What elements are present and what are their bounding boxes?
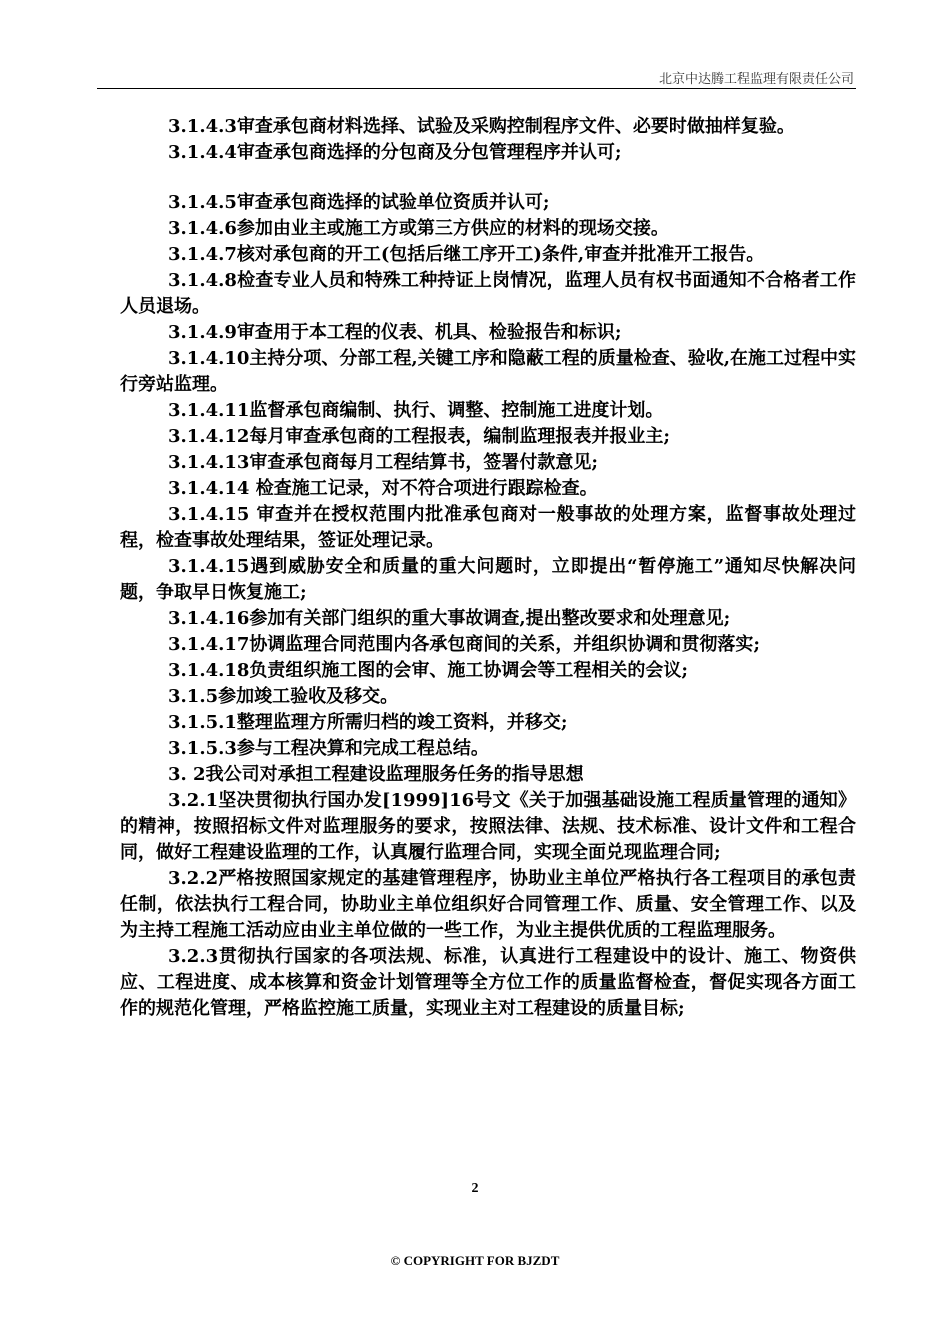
paragraph: 3.1.5.3参与工程决算和完成工程总结。 — [168, 738, 489, 759]
paragraph: 3.2.3贯彻执行国家的各项法规、标准，认真进行工程建设中的设计、施工、物资供应、工程进度、成本核算和资金计划管理等全方位工作的质量监督检查，督促实现各方面工作的规范化管理，严格监控施工质量，实现业主对工程建设的质量目标; — [120, 946, 856, 1019]
document-body — [120, 114, 856, 1022]
paragraph: 3.1.4.10主持分项、分部工程,关键工序和隐蔽工程的质量检查、验收,在施工过程中实行旁站监理。 — [120, 348, 856, 395]
paragraph: 3.1.4.9审查用于本工程的仪表、机具、检验报告和标识; — [168, 322, 622, 343]
paragraph: 3.2.1坚决贯彻执行国办发[1999]16号文《关于加强基础设施工程质量管理的通知》的精神，按照招标文件对监理服务的要求，按照法律、法规、技术标准、设计文件和工程合同，做好工程建设监理的工作，认真履行监理合同，实现全面兑现监理合同; — [120, 790, 856, 863]
paragraph: 3.1.4.16参加有关部门组织的重大事故调查,提出整改要求和处理意见; — [168, 608, 731, 629]
section-heading: 3. 2我公司对承担工程建设监理服务任务的指导思想 — [168, 764, 584, 785]
page-header — [97, 66, 856, 89]
paragraph: 3.1.4.15遇到威胁安全和质量的重大问题时，立即提出“暂停施工”通知尽快解决问题，争取早日恢复施工; — [120, 556, 856, 603]
paragraph: 3.1.5参加竣工验收及移交。 — [168, 686, 399, 707]
paragraph: 3.2.2严格按照国家规定的基建管理程序，协助业主单位严格执行各工程项目的承包责任制，依法执行工程合同，协助业主单位组织好合同管理工作、质量、安全管理工作、以及为主持工程施工活动应由业主单位做的一些工作，为业主提供优质的工程监理服务。 — [120, 868, 856, 941]
paragraph: 3.1.4.5审查承包商选择的试验单位资质并认可; — [168, 192, 550, 213]
paragraph: 3.1.5.1整理监理方所需归档的竣工资料，并移交; — [168, 712, 568, 733]
paragraph: 3.1.4.4审查承包商选择的分包商及分包管理程序并认可; — [168, 142, 622, 163]
page-number: 2 — [471, 1181, 479, 1196]
paragraph: 3.1.4.17协调监理合同范围内各承包商间的关系，并组织协调和贯彻落实; — [168, 634, 761, 655]
paragraph: 3.1.4.12每月审查承包商的工程报表，编制监理报表并报业主; — [168, 426, 671, 447]
blank-line — [120, 166, 856, 190]
paragraph: 3.1.4.11监督承包商编制、执行、调整、控制施工进度计划。 — [168, 400, 664, 421]
paragraph: 3.1.4.13审查承包商每月工程结算书，签署付款意见; — [168, 452, 599, 473]
copyright-notice: © COPYRIGHT FOR BJZDT — [390, 1253, 560, 1268]
paragraph: 3.1.4.7核对承包商的开工(包括后继工序开工)条件,审查并批准开工报告。 — [168, 244, 765, 265]
paragraph: 3.1.4.14 检查施工记录，对不符合项进行跟踪检查。 — [168, 478, 598, 499]
paragraph: 3.1.4.8检查专业人员和特殊工种持证上岗情况，监理人员有权书面通知不合格者工作人员退场。 — [120, 270, 856, 317]
paragraph: 3.1.4.18负责组织施工图的会审、施工协调会等工程相关的会议; — [168, 660, 689, 681]
paragraph: 3.1.4.15 审查并在授权范围内批准承包商对一般事故的处理方案，监督事故处理过程，检查事故处理结果，签证处理记录。 — [120, 504, 856, 551]
company-name: 北京中达腾工程监理有限责任公司 — [658, 72, 854, 87]
paragraph: 3.1.4.6参加由业主或施工方或第三方供应的材料的现场交接。 — [168, 218, 669, 239]
paragraph: 3.1.4.3审查承包商材料选择、试验及采购控制程序文件、必要时做抽样复验。 — [168, 116, 795, 137]
